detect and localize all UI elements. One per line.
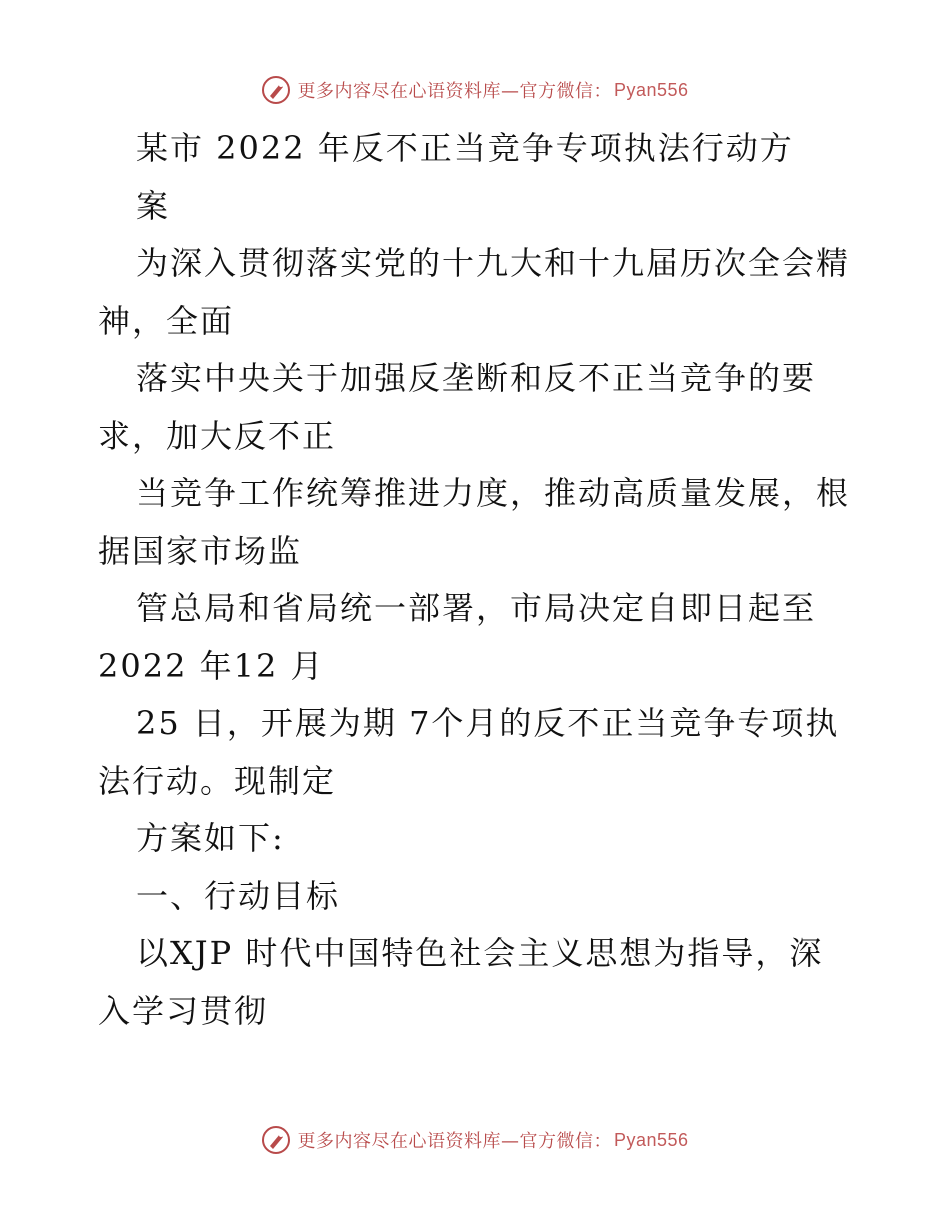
paragraph-line: 落实中央关于加强反垄断和反不正当竞争的要 xyxy=(136,359,817,397)
document-body xyxy=(98,120,858,1040)
title-line-1: 某市 2022 年反不正当竞争专项执法行动方 xyxy=(136,129,794,167)
pen-nib-logo-icon xyxy=(261,1125,291,1155)
watermark-text: 更多内容尽在心语资料库—官方微信： xyxy=(297,1131,612,1152)
paragraph-line: 以XJP 时代中国特色社会主义思想为指导，深 xyxy=(136,934,824,972)
paragraph-line: 求，加大反不正 xyxy=(98,416,337,455)
watermark-handle: Pyan556 xyxy=(613,79,689,100)
footer-watermark xyxy=(0,1120,950,1160)
paragraph-line: 入学习贯彻 xyxy=(98,991,269,1030)
paragraph-line: 2022 年12 月 xyxy=(98,646,325,685)
watermark-handle: Pyan556 xyxy=(613,1129,689,1150)
watermark-text: 更多内容尽在心语资料库—官方微信： xyxy=(297,81,612,102)
paragraph-line: 神，全面 xyxy=(98,301,235,340)
paragraph-line: 为深入贯彻落实党的十九大和十九届历次全会精 xyxy=(136,244,851,282)
header-watermark xyxy=(0,70,950,110)
paragraph-line: 当竞争工作统筹推进力度，推动高质量发展，根 xyxy=(136,474,851,512)
paragraph-line: 管总局和省局统一部署，市局决定自即日起至 xyxy=(136,589,817,627)
title-line-2: 案 xyxy=(136,186,171,225)
paragraph-line: 据国家市场监 xyxy=(98,531,303,570)
paragraph-line: 方案如下: xyxy=(136,819,285,857)
section-heading: 一、行动目标 xyxy=(136,876,341,915)
paragraph-line: 法行动。现制定 xyxy=(98,761,337,800)
pen-nib-logo-icon xyxy=(261,75,291,105)
paragraph-line: 25 日，开展为期 7个月的反不正当竞争专项执 xyxy=(136,704,840,742)
